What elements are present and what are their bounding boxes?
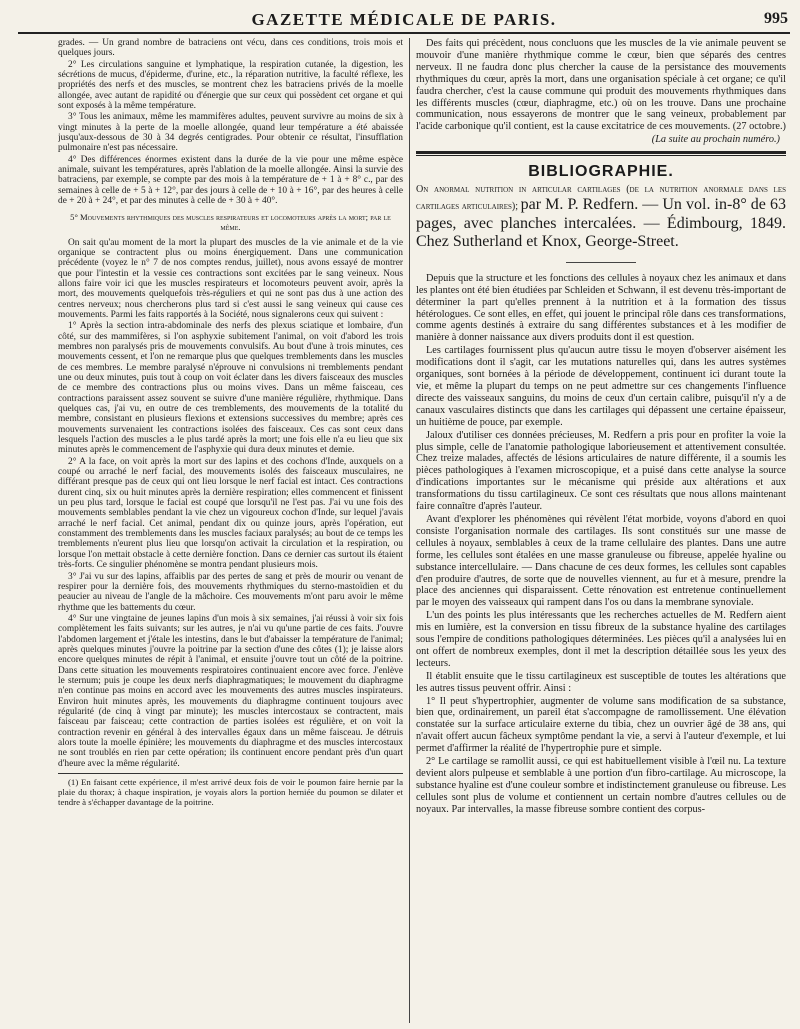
journal-title: GAZETTE MÉDICALE DE PARIS. bbox=[251, 10, 557, 29]
bibliography-title: BIBLIOGRAPHIE. bbox=[528, 163, 674, 181]
paragraph: 3° Tous les animaux, même les mammifères adultes, peuvent survivre au moins de six à vingt minutes à la perte de la moelle allongée, quand leur température a été abaissée jusqu'aux-dessous de 30 à 34 degrés centigrades. Pour obtenir ce résultat, l'insufflation pulmonaire n'est pas nécessaire. bbox=[58, 112, 403, 154]
continued-note: (La suite au prochain numéro.) bbox=[651, 134, 780, 146]
paragraph: 4° Des différences énormes existent dans la durée de la vie pour une même espèce animale, suivant les températures, après l'ablation de la moelle allongée. Ainsi la survie des batraciens, par exemple, se compte par des mois à la température de + 1 à + 8° c., par des semaines à celle de + 5 à + 12°, par des jours à celle de + 10 à + 16°, par des heures à celle de + 20 à + 24°, et par des minutes à celle de + 30 à + 40°. bbox=[58, 154, 403, 207]
section-heading: 5° Mouvements rhythmiques des muscles respirateurs et locomoteurs après la mort; par le même. bbox=[70, 211, 391, 232]
section-rule-thick bbox=[416, 151, 786, 154]
paragraph: Avant d'explorer les phénomènes qui révèlent l'état morbide, voyons d'abord en quoi consiste l'organisation normale des cartilages. Ils sont constitués sur une masse de cellules à noyaux, semblables à ceux de la trame cellulaire des plantes. Dans une autre forme, les cellules sont étalées en une masse granuleuse ou fibreuse, appelée hyaline ou substance intercellulaire. — Dans chacune de ces deux formes, les cellules sont capables d'en produire d'autres, de sorte que de nouvelles viennent, au fur et à mesure, prendre la place des anciennes qui disparaissent. Cette rénovation est entretenue continuellement par le moyen des vaisseaux qui rampent dans l'os ou dans la membrane synoviale. bbox=[416, 513, 786, 609]
paragraph: Jaloux d'utiliser ces données précieuses, M. Redfern a pris pour en profiter la voie la plus simple, celle de l'anatomie pathologique laborieusement et attentivement consultée. Chez treize malades, affectés de lésions articulaires de nature différente, il a soumis les pièces pathologiques à l'examen microscopique, et a puisé dans cette analyse la source d'indications importantes sur le mécanisme qui préside aux altérations et aux transformations du tissu cartilagineux. Ce sont ces résultats que nous allons maintenant faire connaître d'après l'auteur. bbox=[416, 429, 786, 513]
paragraph: 1° Il peut s'hypertrophier, augmenter de volume sans modification de sa substance, bien que, ordinairement, un pareil état s'accompagne de ramollissement. Une élévation constatée sur la surface articulaire externe du tibia, chez un ouvrier âgé de 38 ans, qui n'avait offert aucun fâcheux symptôme pendant la vie, a servi à l'auteur d'exemple, et lui permet d'affirmer la réalité de l'hypertrophie pure et simple. bbox=[416, 695, 786, 755]
paragraph: 2° A la face, on voit après la mort sur des lapins et des cochons d'Inde, auxquels on a coupé ou arraché le nerf facial, des mouvements isolés des faisceaux musculaires, ne différant presque pas de ceux qui ont lieu lorsque le nerf facial est intact. Ces contractions durent cinq, six ou huit minutes après la dernière respiration; elles commencent et finissent un peu plus tard, lorsque le facial est coupé que lorsqu'il ne l'est pas. J'ai vu une fois des mouvements semblables pendant la vie chez un vigoureux cochon d'Inde, sur lequel j'avais arraché le nerf facial. Cet animal, pendant dix ou quinze jours, après l'opération, eut constamment des tremblements dans les muscles faciaux paralysés; au bout de ce temps les tremblements n'eurent plus lieu que lorsqu'on activait la circulation et la respiration, ou lorsque l'on mettait obstacle à cette dernière fonction. Dans ce dernier cas surtout ils étaient très-forts. Ce singulier phénomène se montra pendant plusieurs mois. bbox=[58, 456, 403, 571]
paragraph: Les cartilages fournissent plus qu'aucun autre tissu le moyen d'observer aisément les modifications dont il s'agit, car les mutations naturelles qui, dans les autres systèmes organiques, sont bornées à la période de développement, continuent ici durant toute la vie, et même la plupart du temps on ne peut admettre sur ces changements l'influence directe des vaisseaux sanguins, du moins de ceux d'un certain calibre, puisqu'il n'y a de canaux vasculaires distincts que dans les cartilages qui dépassent une certaine épaisseur, un huitième de pouce, par exemple. bbox=[416, 345, 786, 428]
separator bbox=[566, 262, 636, 263]
column-divider bbox=[409, 38, 410, 1023]
page-number: 995 bbox=[764, 10, 788, 27]
paragraph: Des faits qui précèdent, nous concluons que les muscles de la vie animale peuvent se mouvoir d'une manière rhythmique comme le cœur, bien que séparés des centres nerveux. Il ne faudra donc plus chercher la cause de la persistance des mouvements rhythmiques du cœur, après la mort, dans une organisation spéciale à cet organe; ce qu'il faudra chercher, c'est la cause commune qui produit des mouvements rhythmiques dans les différents muscles (cœur, diaphragme, etc.) où on les trouve. Dans une prochaine communication, nous essayerons de montrer que le sang veineux, probablement par l'acide carbonique qu'il contient, est la cause excitatrice de ces mouvements. (27 octobre.) bbox=[416, 38, 786, 133]
paragraph: 2° Les circulations sanguine et lymphatique, la respiration cutanée, la digestion, les sécrétions de mucus, d'épiderme, d'urine, etc., la réparation nutritive, la faculté réflexe, les propriétés des nerfs et des muscles, se montrent chez les batraciens privés de la moelle allongée, avec autant de rapidité ou d'énergie que sur ceux qui possèdent cet organe et qui sont exposés à la même température. bbox=[58, 59, 403, 112]
paragraph: L'un des points les plus intéressants que les recherches actuelles de M. Redfern aient mis en lumière, est la conversion en tissu fibreux de la substance hyaline des cartilages sous l'empire de conditions pathologiques déterminées. Les pièces qu'il a analysées lui en ont offert de nombreux exemples, dont il met la description détaillée sous les yeux des lecteurs. bbox=[416, 610, 786, 669]
paragraph: 3° J'ai vu sur des lapins, affaiblis par des pertes de sang et près de mourir ou venant de respirer pour la dernière fois, des mouvements rhythmiques du sterno-mastoïdien et du peaucier au niveau de l'angle de la mâchoire. Ces mouvements m'ont paru avoir le même rhythme que les battements du cœur. bbox=[58, 571, 403, 613]
paragraph: On sait qu'au moment de la mort la plupart des muscles de la vie animale et de la vie organique se contractent plus ou moins énergiquement. Dans une communication précédente (voyez le n° 7 de nos comptes rendus, juillet), nous avons essayé de montrer que pour l'intestin et la vessie ces contractions sont excitées par le sang veineux. Nous allons faire voir ici que les muscles respirateurs et locomoteurs peuvent avoir, après la mort, des mouvements quelquefois très-réguliers et qui ne sont pas dus à une action des centres nerveux; nous chercherons plus tard si c'est aussi le sang veineux qui cause ces mouvements. Parmi les faits rapportés à la Société, nous signalerons ceux qui suivent : bbox=[58, 237, 403, 320]
paragraph: grades. — Un grand nombre de batraciens ont vécu, dans ces conditions, trois mois et quelques jours. bbox=[58, 38, 403, 59]
page-header bbox=[18, 8, 790, 34]
footnote-rule bbox=[58, 773, 403, 774]
paragraph: 1° Après la section intra-abdominale des nerfs des plexus sciatique et lombaire, d'un côté, sur des mammifères, si l'on asphyxie subitement l'animal, on voit d'abord les trois membres non paralysés pris de mouvements convulsifs. Au bout d'une à trois minutes, ces mouvements cessent, et l'on ne remarque plus que quelques tremblements dans les muscles de ces membres. Le membre paralysé n'éprouve ni convulsions ni tremblements pendant une ou deux minutes, puis tout à coup on voit éclater dans les divers faisceaux des muscles de ce membre des contractions plus ou moins vives. Dans un même faisceau, ces contractions paraissent assez souvent se suivre d'une manière régulière, rhythmique. Dans quelques cas, j'ai vu, en outre de ces tremblements, des mouvements de la totalité du membre, consistant en plusieurs flexions et extensions successives du membre; après ces mouvements survenaient les contractions isolées des faisceaux. Ces cas sont ceux dans lesquels l'action des muscles a le plus tardé après la mort; une fois elle n'a eu lieu que six minutes après le commencement de l'asphyxie qui dura deux minutes et demie. bbox=[58, 321, 403, 456]
section-rule-thin bbox=[416, 155, 786, 156]
book-title-line: On anormal nutrition in articular cartilages (de la nutrition anormale dans les cartilages articulaires); bbox=[416, 184, 786, 213]
book-title bbox=[416, 184, 786, 252]
paragraph: 4° Sur une vingtaine de jeunes lapins d'un mois à six semaines, j'ai réussi à voir six fois complètement les faits suivants; sur les autres, je n'ai vu qu'une partie de ces faits. J'ouvre l'abdomen largement et j'étale les intestins, dans le but d'abaisser la température de l'animal; après quelques minutes j'ouvre la poitrine par la section d'une des côtes (1); je laisse alors encore quelques minutes de répit à l'animal, et ensuite j'ouvre tout un côté de la poitrine. Dans cette situation les mouvements respiratoires continuaient encore avec force. J'enlève le sternum; puis je coupe les deux nerfs diaphragmatiques; le mouvement du diaphragme n'en continue pas moins en accord avec les mouvements des autres muscles inspirateurs. Environ huit minutes après, les mouvements du diaphragme continuent toujours avec régularité (de cinq à vingt par minute); les muscles intercostaux se contractent, mais faisceau par faisceau; cette contraction de parties isolées est régulière, et on voit la contraction revenir en général à des intervalles égaux dans un même faisceau. Je détruis alors toute la moelle épinière; les mouvements du diaphragme et des muscles intercostaux ne sont troublés en rien par cette opération; ils continuent encore pendant près d'un quart d'heure avec la même régularité. bbox=[58, 613, 403, 769]
paragraph: Il établit ensuite que le tissu cartilagineux est susceptible de toutes les altérations que les autres tissus peuvent offrir. Ainsi : bbox=[416, 670, 786, 694]
right-column bbox=[416, 38, 786, 1023]
book-author-publisher: par M. P. Redfern. — Un vol. in-8° de 63 pages, avec planches intercalées. — Édimbourg, 1849. Chez Sutherland et Knox, George-Street. bbox=[416, 196, 786, 251]
paragraph: Depuis que la structure et les fonctions des cellules à noyaux chez les animaux et dans les plantes ont été bien étudiées par Schleiden et Schwann, il est devenu très-important de déterminer la part qu'elles prennent à la nutrition et à la formation des tissus hétérologues. Ce sont elles, en effet, qui jouent le principal rôle dans ces transformations, comme agents destinés à extraire du sang différentes substances et à les modifier de manière à donner naissance aux divers produits dont il est question. bbox=[416, 272, 786, 344]
paragraph: 2° Le cartilage se ramollit aussi, ce qui est habituellement visible à l'œil nu. La texture devient alors pulpeuse et semblable à une portion d'un fibro-cartilage. Au microscope, la substance hyaline est d'une couleur sombre et indistinctement granuleuse ou fibreuse. Les cellules sont plus de volume et contiennent un certain nombre d'autres cellules ou de noyaux. Par intervalles, la masse fibreuse sombre contient des corpus- bbox=[416, 756, 786, 815]
left-column bbox=[58, 38, 403, 1023]
footnote: (1) En faisant cette expérience, il m'est arrivé deux fois de voir le poumon faire hernie par la plaie du thorax; à chaque inspiration, je voyais alors la portion herniée du poumon se dilater et tendre à s'échapper davantage de la poitrine. bbox=[58, 777, 403, 808]
